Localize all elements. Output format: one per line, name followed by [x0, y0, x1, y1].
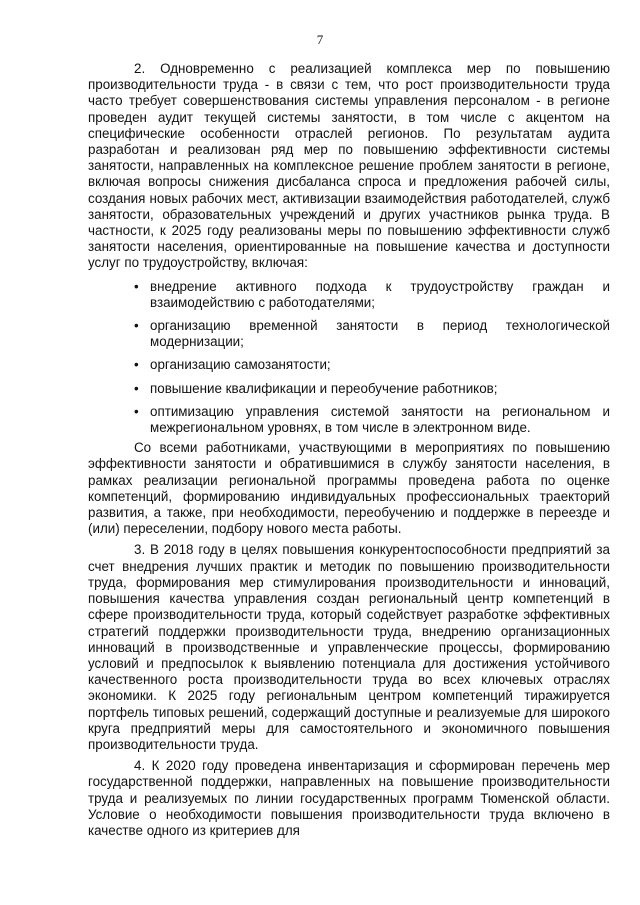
bullet-icon: • — [134, 278, 139, 294]
bullet-text: организацию самозанятости; — [150, 357, 331, 373]
bullet-icon: • — [134, 357, 139, 373]
document-body — [88, 61, 610, 839]
bullet-item — [134, 278, 610, 311]
bullet-item — [134, 380, 610, 397]
bullet-icon: • — [134, 403, 139, 419]
paragraph-assessment: Со всеми работниками, участвующими в мероприятиях по повышению эффективности занятости и обратившимися в службу занятости населения, в рамках реализации региональной программы проведена работа по оценке компетенций, формированию индивидуальных профессиональных траекторий развития, а также, при необходимости, переобучению и поддержке в переезде и (или) переселении, подбору нового места работы. — [88, 440, 610, 537]
bullet-icon: • — [134, 380, 139, 396]
bullet-text: повышение квалификации и переобучение работников; — [150, 380, 498, 396]
bullet-item — [134, 403, 610, 436]
paragraph-item-4: 4. К 2020 году проведена инвентаризация и сформирован перечень мер государственной поддержки, направленных на повышение производительности труда и реализуемых по линии государственных программ Тюменской области. Условие о необходимости повышения производительности труда включено в качестве одного из критериев для — [88, 758, 610, 838]
bullet-item — [134, 318, 610, 350]
bullet-list — [88, 279, 610, 437]
page-number: 7 — [316, 32, 324, 47]
bullet-text: оптимизацию управления системой занятости на региональном и межрегиональном уровнях, в том числе в электронном виде. — [150, 403, 610, 436]
bullet-text: внедрение активного подхода к трудоустройству граждан и взаимодействию с работодателями; — [150, 278, 610, 310]
bullet-item — [134, 357, 610, 373]
paragraph-item-2: 2. Одновременно с реализацией комплекса мер по повышению производительности труда - в связи с тем, что рост производительности труда часто требует совершенствования системы управления персоналом - в регионе проведен аудит текущей системы занятости, в том числе с акцентом на специфические особенности отраслей регионов. По результатам аудита разработан и реализован ряд мер по повышению эффективности системы занятости, направленных на комплексное решение проблем занятости в регионе, включая вопросы снижения дисбаланса спроса и предложения рабочей силы, создания новых рабочих мест, активизации взаимодействия работодателей, служб занятости, образовательных учреждений и других участников рынка труда. В частности, к 2025 году реализованы меры по повышению эффективности служб занятости населения, ориентированные на повышение качества и доступности услуг по трудоустройству, включая: — [88, 61, 610, 271]
paragraph-item-3: 3. В 2018 году в целях повышения конкурентоспособности предприятий за счет внедрения лучших практик и методик по повышению производительности труда, формирования мер стимулирования производительности и инноваций, повышения качества управления создан региональный центр компетенций в сфере производительности труда, который содействует разработке эффективных стратегий поддержки производительности труда, внедрению организационных инноваций в производственные и управленческие процессы, формированию условий и предпосылок к выявлению потенциала для достижения устойчивого качественного роста производительности труда во всех ключевых отраслях экономики. К 2025 году региональным центром компетенций тиражируется портфель типовых решений, содержащий доступные и реализуемые для широкого круга предприятий меры для самостоятельного и экономичного повышения производительности труда. — [88, 542, 610, 752]
bullet-text: организацию временной занятости в период технологической модернизации; — [150, 318, 610, 350]
bullet-icon: • — [134, 318, 139, 334]
